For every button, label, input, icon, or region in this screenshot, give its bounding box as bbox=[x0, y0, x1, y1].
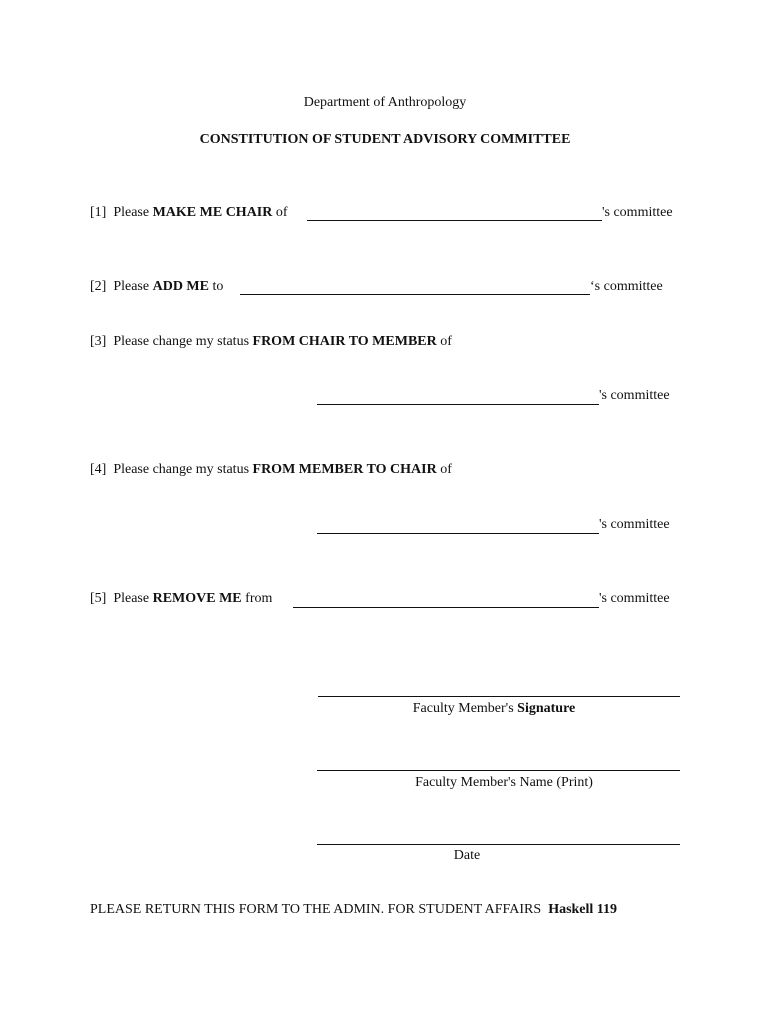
item-5-blank-line[interactable] bbox=[293, 607, 599, 608]
item-1-blank-line[interactable] bbox=[307, 220, 602, 221]
item-2-emphasis: ADD ME bbox=[152, 279, 209, 294]
item-1-emphasis: MAKE ME CHAIR bbox=[152, 205, 273, 220]
item-2-blank-line[interactable] bbox=[240, 294, 590, 295]
date-label: Date bbox=[453, 848, 481, 863]
item-3-text bbox=[90, 334, 452, 350]
item-3-blank-line[interactable] bbox=[317, 404, 599, 405]
item-2-suffix: ‘s committee bbox=[590, 279, 663, 294]
department-name: Department of Anthropology bbox=[303, 95, 467, 110]
item-3-number: [3] bbox=[90, 334, 107, 349]
print-name-line[interactable] bbox=[317, 770, 680, 771]
item-2-text bbox=[90, 279, 223, 295]
item-5-text bbox=[90, 591, 272, 607]
item-5-number: [5] bbox=[90, 591, 107, 606]
signature-label: Faculty Member's bbox=[412, 701, 514, 716]
print-name-label: Faculty Member's Name (Print) bbox=[415, 775, 593, 790]
item-5-emphasis: REMOVE ME bbox=[152, 591, 242, 606]
item-4-text bbox=[90, 462, 452, 478]
date-line[interactable] bbox=[317, 844, 680, 845]
signature-emphasis: Signature bbox=[517, 701, 576, 716]
item-4-prefix: Please change my status bbox=[113, 462, 250, 477]
item-2-prefix: Please bbox=[113, 279, 150, 294]
item-3-emphasis: FROM CHAIR TO MEMBER bbox=[252, 334, 437, 349]
item-3-suffix: 's committee bbox=[599, 388, 670, 403]
signature-caption bbox=[413, 701, 576, 717]
item-4-emphasis: FROM MEMBER TO CHAIR bbox=[252, 462, 437, 477]
item-1-text bbox=[90, 205, 288, 221]
item-1-connector: of bbox=[275, 205, 288, 220]
return-location: Haskell 119 bbox=[548, 902, 618, 917]
item-2-number: [2] bbox=[90, 279, 107, 294]
item-5-prefix: Please bbox=[113, 591, 150, 606]
item-4-number: [4] bbox=[90, 462, 107, 477]
return-instructions bbox=[90, 902, 617, 918]
item-5-suffix: 's committee bbox=[599, 591, 670, 606]
item-4-connector: of bbox=[440, 462, 452, 477]
form-title: CONSTITUTION OF STUDENT ADVISORY COMMITTEE bbox=[199, 132, 571, 147]
item-4-suffix: 's committee bbox=[599, 517, 670, 532]
signature-line[interactable] bbox=[318, 696, 680, 697]
item-2-connector: to bbox=[212, 279, 224, 294]
item-1-prefix: Please bbox=[113, 205, 150, 220]
item-1-suffix: 's committee bbox=[602, 205, 673, 220]
return-instructions-text: PLEASE RETURN THIS FORM TO THE ADMIN. FOR STUDENT AFFAIRS bbox=[90, 902, 542, 917]
item-3-connector: of bbox=[440, 334, 452, 349]
item-4-blank-line[interactable] bbox=[317, 533, 599, 534]
item-5-connector: from bbox=[245, 591, 273, 606]
item-1-number: [1] bbox=[90, 205, 107, 220]
item-3-prefix: Please change my status bbox=[113, 334, 250, 349]
